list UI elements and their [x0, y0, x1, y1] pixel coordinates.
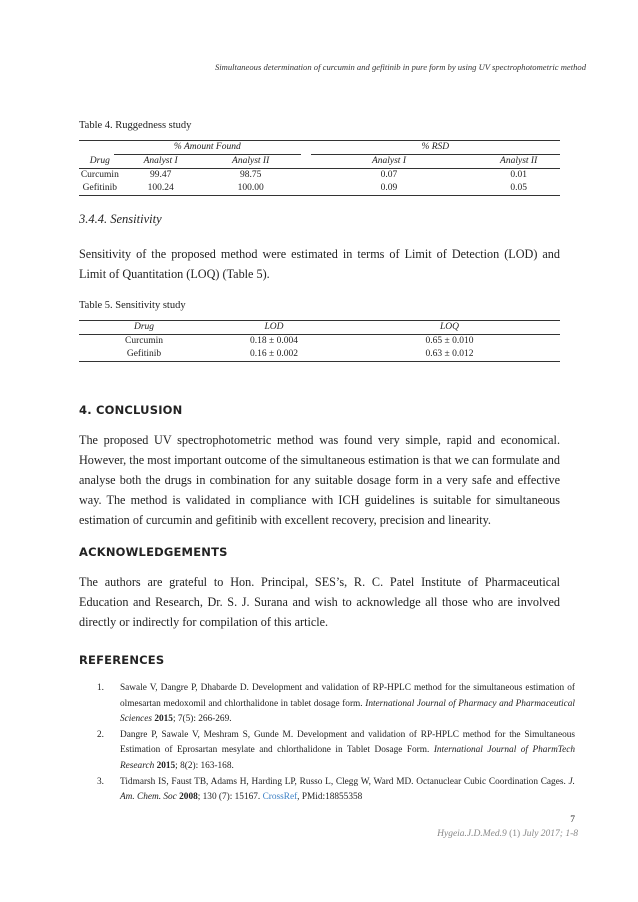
- reference-details: ; 7(5): 266-269.: [172, 714, 232, 725]
- table4-cell: 98.75: [239, 170, 262, 180]
- acknowledgements-paragraph: The authors are grateful to Hon. Principal, SES’s, R. C. Patel Institute of Pharmaceutical Education and Research, Dr. S. J. Surana and wish to acknowledge all those who are involved directly or indirectly for compilation of this article.: [79, 575, 560, 629]
- table5-cell: Gefitinib: [126, 349, 162, 359]
- table5-col-drug: Drug: [133, 322, 155, 332]
- conclusion-paragraph: The proposed UV spectrophotometric method was found very simple, rapid and economical. However, the most important outcome of the simultaneous estimation is that we can formulate and analyse both the drugs in combination for any suitable dosage form in a very safe and effective way. The method is validated in compliance with ICH guidelines is suitable for simultaneous estimation of curcumin and gefitinib with excellent recovery, precision and linearity.: [79, 433, 560, 527]
- table-row: [79, 335, 560, 349]
- table4-cell: Curcumin: [80, 170, 119, 180]
- reference-item: [79, 681, 575, 728]
- reference-year: 2015: [154, 714, 173, 725]
- reference-text: Sawale V, Dangre P, Dhabarde D. Development and validation of RP-HPLC method for the simultaneous estimation of olmesartan medoxomil and chlorthalidone in tablet dosage form.: [120, 683, 575, 709]
- reference-item: [79, 728, 575, 775]
- table4-cell: 0.01: [510, 170, 527, 180]
- crossref-link[interactable]: CrossRef: [262, 792, 298, 803]
- reference-details: ; 8(2): 163-168.: [175, 760, 234, 771]
- reference-journal: J. Am. Chem. Soc: [120, 776, 575, 803]
- table4-group-rsd: % RSD: [311, 141, 560, 155]
- references-list: [79, 681, 575, 806]
- references-heading: REFERENCES: [79, 653, 165, 667]
- table4-cell: Gefitinib: [82, 183, 117, 193]
- section-heading-sensitivity: 3.4.4. Sensitivity: [79, 212, 162, 226]
- table5-col-lod: LOD: [264, 322, 284, 332]
- table5-cell: 0.16 ± 0.002: [250, 349, 298, 359]
- reference-journal: International Journal of PharmTech Research: [120, 745, 576, 771]
- sensitivity-paragraph: Sensitivity of the proposed method were estimated in terms of Limit of Detection (LOD) and Limit of Quantitation (LOQ) (Table 5).: [79, 247, 560, 281]
- table5-cell: 0.63 ± 0.012: [425, 349, 474, 359]
- acknowledgements-heading: ACKNOWLEDGEMENTS: [79, 545, 228, 559]
- table4-col-analyst2: Analyst II: [232, 156, 270, 166]
- reference-number: 2.: [97, 729, 104, 740]
- table4-col-analyst1: Analyst I: [143, 156, 178, 166]
- table5: [79, 320, 560, 362]
- table4-group-amount-found: % Amount Found: [114, 141, 301, 155]
- page-number: 7: [570, 815, 575, 825]
- table4-cell: 100.00: [237, 183, 264, 193]
- journal-footer: [437, 829, 578, 839]
- footer-issue: (1): [509, 829, 521, 839]
- reference-year: 2008: [179, 792, 198, 803]
- table4-cell: 99.47: [149, 170, 172, 180]
- reference-details: ; 130 (7): 15167.: [197, 792, 263, 803]
- reference-number: 1.: [97, 683, 104, 693]
- reference-text: Dangre P, Sawale V, Meshram S, Gunde M. Development and validation of RP-HPLC method for the Simultaneous Estimation of Eprosartan mesylate and chlorthalidone in Tablet Dosage Form.: [120, 729, 575, 756]
- table4-col-drug: Drug: [89, 156, 110, 166]
- table5-caption: Table 5. Sensitivity study: [79, 300, 186, 311]
- footer-date: July 2017; 1-8: [522, 829, 578, 839]
- reference-number: 3.: [97, 776, 104, 787]
- running-head: Simultaneous determination of curcumin and gefitinib in pure form by using UV spectrophotometric method: [214, 62, 586, 72]
- table-row: [79, 169, 560, 183]
- table4-cell: 0.05: [510, 183, 527, 193]
- table5-cell: Curcumin: [125, 336, 163, 346]
- table5-cell: 0.18 ± 0.004: [250, 336, 298, 346]
- reference-item: [79, 775, 575, 806]
- footer-journal: Hygeia.J.D.Med.9: [437, 829, 507, 839]
- table5-cell: 0.65 ± 0.010: [425, 336, 474, 346]
- reference-year: 2015: [156, 760, 176, 771]
- table4-cell: 100.24: [147, 183, 174, 193]
- table4-col-rsd-analyst1: Analyst I: [371, 156, 406, 166]
- table4: [79, 140, 560, 196]
- reference-journal: International Journal of Pharmacy and Pharmaceutical Sciences: [120, 698, 576, 725]
- table4-caption: Table 4. Ruggedness study: [79, 120, 192, 131]
- table4-cell: 0.09: [380, 183, 398, 193]
- table-row: [79, 182, 560, 196]
- table4-cell: 0.07: [380, 170, 398, 180]
- conclusion-heading: 4. CONCLUSION: [79, 403, 183, 417]
- reference-pmid: , PMid:18855358: [297, 792, 363, 803]
- table4-col-rsd-analyst2: Analyst II: [500, 156, 538, 166]
- table5-col-loq: LOQ: [439, 322, 459, 332]
- reference-text: Tidmarsh IS, Faust TB, Adams H, Harding LP, Russo L, Clegg W, Ward MD. Octanuclear Cubic Coordination Cages.: [120, 776, 569, 787]
- table-row: [79, 348, 560, 362]
